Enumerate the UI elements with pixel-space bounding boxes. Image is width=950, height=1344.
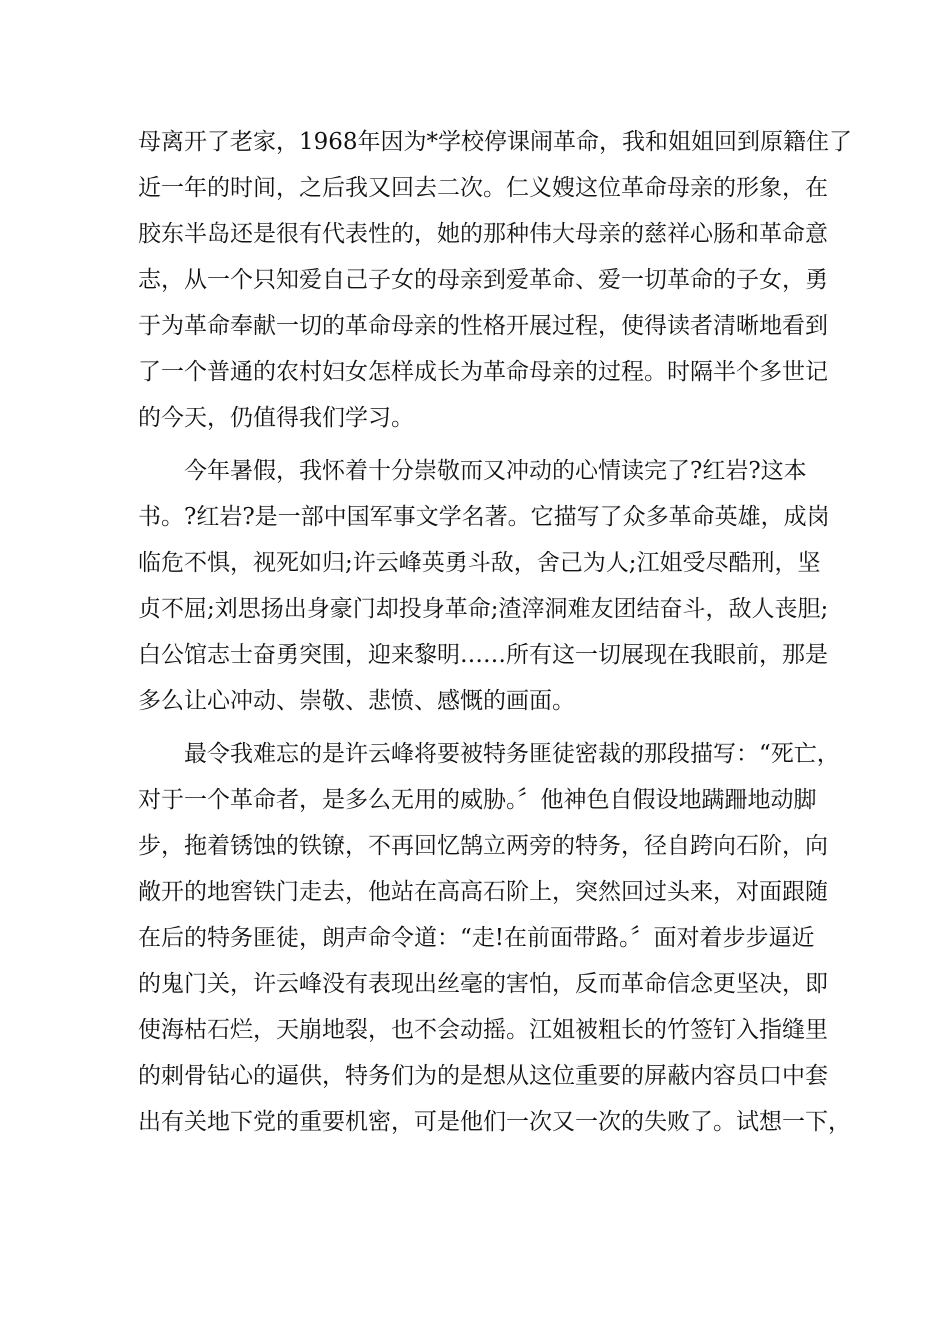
text-line: 母离开了老家，1968年因为*学校停课闹革命，我和姐姐回到原籍住了 (138, 129, 853, 155)
text-line: 贞不屈;刘思扬出身豪门却投身革命;渣滓洞难友团结奋斗，敌人丧胆; (138, 596, 829, 622)
text-line: 于为革命奉献一切的革命母亲的性格开展过程，使得读者清晰地看到 (138, 313, 828, 339)
text-line: 多么让心冲动、崇敬、悲愤、感慨的画面。 (138, 688, 575, 714)
text-line: 对于一个革命者，是多么无用的威胁。〞他神色自假设地蹒跚地动脚 (138, 787, 817, 813)
text-line: 敞开的地窖铁门走去，他站在高高石阶上，突然回过头来，对面跟随 (138, 879, 828, 905)
text-line: 书。?红岩?是一部中国军事文学名著。它描写了众多革命英雄，成岗 (138, 504, 830, 530)
text-line: 白公馆志士奋勇突围，迎来黎明……所有这一切展现在我眼前，那是 (138, 642, 828, 668)
text-line: 出有关地下党的重要机密，可是他们一次又一次的失败了。试想一下， (138, 1109, 851, 1135)
text-line: 志，从一个只知爱自己子女的母亲到爱革命、爱一切革命的子女，勇 (138, 267, 828, 293)
text-line: 今年暑假，我怀着十分崇敬而又冲动的心情读完了?红岩?这本 (184, 458, 807, 484)
text-line: 最令我难忘的是许云峰将要被特务匪徒密裁的那段描写：“死亡， (184, 741, 840, 767)
text-line: 了一个普通的农村妇女怎样成长为革命母亲的过程。时隔半个多世记 (138, 359, 828, 385)
text-line: 步，拖着锈蚀的铁镣，不再回忆鹄立两旁的特务，径自跨向石阶，向 (138, 833, 828, 859)
text-line: 在后的特务匪徒，朗声命令道：“走!在前面带路。〞面对着步步逼近 (138, 925, 815, 951)
text-line: 近一年的时间，之后我又回去二次。仁义嫂这位革命母亲的形象，在 (138, 175, 828, 201)
text-line: 胶东半岛还是很有代表性的，她的那种伟大母亲的慈祥心肠和革命意 (138, 221, 828, 247)
text-line: 的刺骨钻心的逼供，特务们为的是想从这位重要的屏蔽内容员口中套 (138, 1063, 828, 1089)
document-body (138, 119, 853, 1145)
text-line: 使海枯石烂，天崩地裂，也不会动摇。江姐被粗长的竹签钉入指缝里 (138, 1017, 828, 1043)
text-line: 的今天，仍值得我们学习。 (138, 405, 414, 431)
text-line: 临危不惧，视死如归;许云峰英勇斗敌，舍己为人;江姐受尽酷刑，坚 (138, 550, 821, 576)
text-line: 的鬼门关，许云峰没有表现出丝毫的害怕，反而革命信念更坚决，即 (138, 971, 828, 997)
